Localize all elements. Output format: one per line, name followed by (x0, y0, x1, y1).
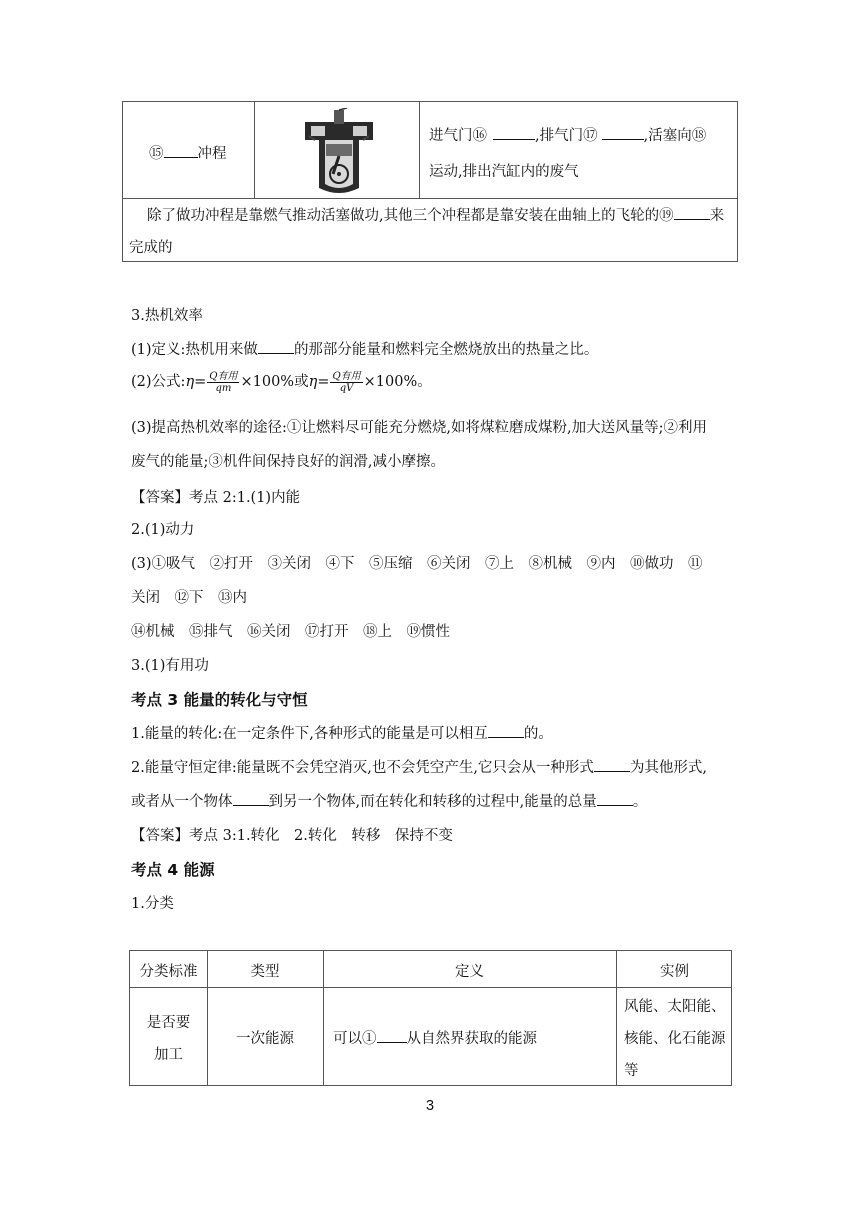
numerator: Q有用 (332, 370, 361, 382)
numerator: Q有用 (209, 370, 238, 382)
answer-blank (493, 127, 535, 140)
desc-text: 进气门⑯ (429, 128, 487, 144)
eta-symbol: η= (308, 374, 330, 390)
text: ×100%或 (240, 374, 309, 390)
table-header: 分类标准 (139, 964, 198, 980)
eta-symbol: η= (185, 374, 207, 390)
answer-blank (164, 145, 198, 158)
answer-line: 关闭 ⑫下 ⑬内 (131, 590, 247, 606)
stroke-description-line2: 运动,排出汽缸内的废气 (429, 164, 579, 180)
page-number: 3 (425, 1098, 435, 1114)
text: ×100%。 (363, 374, 432, 390)
table-cell: 核能、化石能源 (624, 1031, 726, 1047)
answer-blank (233, 793, 269, 806)
flywheel-note-line2: 完成的 (129, 240, 173, 256)
fraction (330, 371, 362, 394)
text: 从自然界获取的能源 (406, 1031, 537, 1047)
stroke-number: ⑮ (149, 146, 164, 162)
section-heading: 考点 4 能源 (131, 861, 215, 879)
table-header: 类型 (250, 964, 280, 980)
text: 2.能量守恒定律:能量既不会凭空消灭,也不会凭空产生,它只会从一种形式 (131, 760, 594, 776)
fraction (207, 371, 239, 394)
answer-line: ⑭机械 ⑮排气 ⑯关闭 ⑰打开 ⑱上 ⑲惯性 (131, 624, 450, 640)
table-divider (254, 102, 255, 198)
efficiency-definition (131, 338, 598, 359)
answer-blank (674, 207, 710, 220)
text: 为其他形式, (629, 760, 708, 776)
table-cell (333, 1027, 537, 1048)
desc-text: ,排气门⑰ (535, 128, 598, 144)
table-cell: 加工 (154, 1047, 183, 1063)
efficiency-formula (131, 370, 432, 394)
answer-blank (597, 793, 633, 806)
text: 的。 (523, 726, 553, 742)
text: 可以① (333, 1031, 377, 1047)
answer-blank (602, 127, 644, 140)
text: (2)公式: (131, 374, 186, 390)
paragraph (131, 790, 647, 811)
section-heading: 考点 3 能量的转化与守恒 (131, 691, 308, 709)
stroke-label: 冲程 (197, 146, 227, 162)
answer-line: 【答案】考点 3:1.转化 2.转化 转移 保持不变 (131, 828, 453, 844)
section-title: 3.热机效率 (131, 308, 203, 324)
text: (1)定义:热机用来做 (131, 342, 258, 358)
answer-blank (488, 725, 524, 738)
answer-line: 3.(1)有用功 (131, 658, 209, 674)
answer-line: (3)①吸气 ②打开 ③关闭 ④下 ⑤压缩 ⑥关闭 ⑦上 ⑧机械 ⑨内 ⑩做功 ⑪ (131, 556, 703, 572)
denominator: qm (215, 382, 232, 394)
answer-blank (377, 1030, 407, 1043)
paragraph (131, 722, 553, 743)
table-cell: 一次能源 (236, 1031, 294, 1047)
paragraph (131, 756, 707, 777)
table-cell: 是否要 (146, 1015, 191, 1031)
table-divider (419, 102, 420, 198)
text: 1.能量的转化:在一定条件下,各种形式的能量是可以相互 (131, 726, 488, 742)
answer-blank (594, 759, 630, 772)
improve-line: (3)提高热机效率的途径:①让燃料尽可能充分燃烧,如将煤粒磨成煤粉,加大送风量等;②利用 (131, 420, 708, 436)
energy-classification-table (129, 950, 732, 1086)
text: 。 (632, 794, 648, 810)
note-text: 来 (709, 208, 725, 224)
answer-line: 【答案】考点 2:1.(1)内能 (131, 490, 301, 506)
table-cell: 等 (624, 1063, 639, 1079)
answer-blank (258, 341, 294, 354)
flywheel-note (147, 204, 724, 225)
table-header: 实例 (660, 964, 689, 980)
stroke-table (122, 101, 738, 262)
engine-diagram-image (299, 108, 379, 196)
text: 或者从一个物体 (131, 794, 233, 810)
sub-heading: 1.分类 (131, 896, 174, 912)
note-text: 除了做功冲程是靠燃气推动活塞做功,其他三个冲程都是靠安装在曲轴上的飞轮的⑲ (147, 208, 674, 224)
denominator: qV (339, 382, 354, 394)
desc-text: ,活塞向⑱ (643, 128, 707, 144)
stroke-description (429, 124, 706, 145)
table-divider (130, 987, 731, 988)
text: 的那部分能量和燃料完全燃烧放出的热量之比。 (293, 342, 599, 358)
table-header: 定义 (455, 964, 484, 980)
answer-line: 2.(1)动力 (131, 522, 195, 538)
stroke-name-cell (149, 142, 227, 163)
table-cell: 风能、太阳能、 (624, 999, 726, 1015)
text: 到另一个物体,而在转化和转移的过程中,能量的总量 (268, 794, 597, 810)
improve-line: 废气的能量;③机件间保持良好的润滑,减小摩擦。 (131, 454, 445, 470)
table-divider (123, 198, 737, 199)
